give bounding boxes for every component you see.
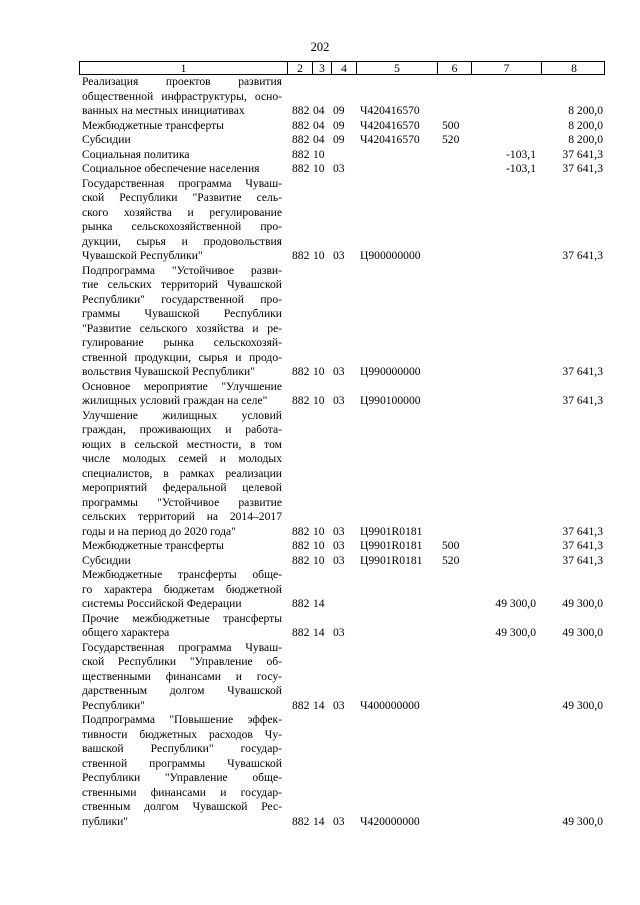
table-row xyxy=(79,148,605,163)
column-header-8: 8 xyxy=(541,62,606,74)
table-row xyxy=(79,119,605,134)
cell-ministry-code: 882 xyxy=(292,626,310,639)
table-row xyxy=(79,612,605,641)
cell-ministry-code: 882 xyxy=(292,698,310,712)
item-name-line: вашской Республики" государ- xyxy=(82,742,282,755)
cell-ministry-code: 882 xyxy=(292,553,310,567)
cell-section: 10 xyxy=(313,249,325,262)
cell-target-article: Ц900000000 xyxy=(360,249,421,262)
item-name-line: общего характера xyxy=(82,626,170,639)
cell-ministry-code: 882 xyxy=(292,365,310,378)
column-header-1: 1 xyxy=(180,62,187,75)
cell-total-amount: 49 300,0 xyxy=(562,626,603,639)
cell-section: 10 xyxy=(313,553,325,567)
item-name-line: системы Российской Федерации xyxy=(82,597,242,610)
cell-change-amount: -103,1 xyxy=(506,147,536,161)
cell-item-name xyxy=(79,612,286,641)
column-header-5: 5 xyxy=(356,62,437,74)
column-header-3: 3 xyxy=(312,62,331,74)
cell-section: 14 xyxy=(313,814,325,828)
cell-total-amount: 37 641,3 xyxy=(562,249,603,262)
item-name-line: щественными финансами и госу- xyxy=(82,669,282,683)
column-header-6: 6 xyxy=(437,62,471,74)
cell-item-name xyxy=(79,713,286,829)
cell-change-amount: 49 300,0 xyxy=(495,597,536,610)
cell-target-article: Ч400000000 xyxy=(360,698,420,712)
item-name-line: числе молодых семей и молодых xyxy=(82,452,282,465)
cell-item-name xyxy=(79,177,286,264)
item-name-line: Республики "Управление обще- xyxy=(82,771,282,784)
item-name-line: Реализация проектов развития xyxy=(82,75,282,88)
cell-section: 10 xyxy=(313,162,325,175)
item-name-line: Межбюджетные трансферты xyxy=(82,539,224,552)
cell-subsection: 09 xyxy=(333,118,345,132)
item-name-line: тивности бюджетных расходов Чу- xyxy=(82,727,282,741)
cell-subsection: 03 xyxy=(333,162,345,175)
cell-ministry-code: 882 xyxy=(292,394,310,407)
item-name-line: тие сельских территорий Чувашской xyxy=(82,278,282,291)
column-header-4: 4 xyxy=(331,62,356,74)
item-name-line: специалистов, в рамках реализации xyxy=(82,466,282,480)
item-name-line: граждан, проживающих и работа- xyxy=(82,423,282,436)
cell-section: 14 xyxy=(313,626,325,639)
cell-target-article: Ч420416570 xyxy=(360,118,420,132)
table-row xyxy=(79,568,605,612)
cell-ministry-code: 882 xyxy=(292,539,310,552)
item-name-line: го характера бюджетам бюджетной xyxy=(82,582,282,596)
cell-section: 04 xyxy=(313,133,325,146)
cell-subsection: 03 xyxy=(333,394,345,407)
item-name-line: вольствия Чувашской Республики" xyxy=(82,365,255,378)
cell-subsection: 03 xyxy=(333,539,345,552)
item-name-line: "Развитие сельского хозяйства и ре- xyxy=(82,321,282,335)
cell-change-amount: 49 300,0 xyxy=(495,626,536,639)
item-name-line: ской Республики "Управление об- xyxy=(82,655,282,668)
cell-total-amount: 37 641,3 xyxy=(562,553,603,567)
budget-table xyxy=(79,61,605,829)
item-name-line: Субсидии xyxy=(82,133,131,146)
cell-subsection: 03 xyxy=(333,553,345,567)
cell-total-amount: 49 300,0 xyxy=(562,597,603,610)
cell-ministry-code: 882 xyxy=(292,104,310,117)
cell-total-amount: 49 300,0 xyxy=(562,698,603,712)
cell-item-name xyxy=(79,148,286,163)
cell-section: 14 xyxy=(313,597,325,610)
item-name-line: Улучшение жилищных условий xyxy=(82,408,282,422)
item-name-line: жилищных условий граждан на селе" xyxy=(82,394,268,407)
cell-item-name xyxy=(79,641,286,714)
column-header-2: 2 xyxy=(287,62,312,74)
item-name-line: дарственным долгом Чувашской xyxy=(82,684,282,697)
cell-total-amount: 8 200,0 xyxy=(568,104,603,117)
item-name-line: Республики" государственной про- xyxy=(82,292,282,306)
cell-expense-type: 520 xyxy=(442,553,460,567)
cell-expense-type: 520 xyxy=(442,133,460,146)
cell-total-amount: 37 641,3 xyxy=(562,524,603,538)
cell-section: 04 xyxy=(313,104,325,117)
item-name-line: общественной инфраструктуры, осно- xyxy=(82,89,282,103)
table-row xyxy=(79,264,605,380)
item-name-line: Государственная программа Чуваш- xyxy=(82,640,282,654)
cell-section: 04 xyxy=(313,118,325,132)
table-row xyxy=(79,539,605,554)
item-name-line: ванных на местных инициативах xyxy=(82,104,245,117)
cell-target-article: Ч420416570 xyxy=(360,133,420,146)
cell-item-name xyxy=(79,264,286,380)
cell-item-name xyxy=(79,119,286,134)
cell-ministry-code: 882 xyxy=(292,162,310,175)
cell-target-article: Ц990000000 xyxy=(360,365,421,378)
cell-item-name xyxy=(79,75,286,119)
item-name-line: Республики" xyxy=(82,698,145,712)
table-row xyxy=(79,75,605,119)
cell-ministry-code: 882 xyxy=(292,133,310,146)
item-name-line: граммы Чувашской Республики xyxy=(82,307,282,320)
cell-item-name xyxy=(79,539,286,554)
cell-target-article: Ц9901R0181 xyxy=(360,553,423,567)
cell-target-article: Ч420416570 xyxy=(360,104,420,117)
table-body xyxy=(79,75,605,829)
cell-subsection: 09 xyxy=(333,133,345,146)
cell-section: 10 xyxy=(313,365,325,378)
item-name-line: ственным долгом Чувашской Рес- xyxy=(82,800,282,813)
item-name-line: Социальная политика xyxy=(82,147,190,161)
cell-subsection: 09 xyxy=(333,104,345,117)
table-row xyxy=(79,177,605,264)
item-name-line: годы и на период до 2020 года" xyxy=(82,524,236,538)
cell-item-name xyxy=(79,554,286,569)
cell-total-amount: 37 641,3 xyxy=(562,162,603,175)
table-row xyxy=(79,554,605,569)
cell-section: 10 xyxy=(313,147,325,161)
cell-subsection: 03 xyxy=(333,524,345,538)
item-name-line: Субсидии xyxy=(82,553,131,567)
cell-subsection: 03 xyxy=(333,249,345,262)
cell-total-amount: 37 641,3 xyxy=(562,365,603,378)
cell-total-amount: 37 641,3 xyxy=(562,539,603,552)
item-name-line: ственной программы Чувашской xyxy=(82,756,282,770)
cell-subsection: 03 xyxy=(333,626,345,639)
item-name-line: Прочие межбюджетные трансферты xyxy=(82,611,282,625)
cell-total-amount: 37 641,3 xyxy=(562,394,603,407)
table-row xyxy=(79,713,605,829)
item-name-line: публики" xyxy=(82,814,129,828)
cell-target-article: Ц990100000 xyxy=(360,394,421,407)
item-name-line: рынка сельскохозяйственной про- xyxy=(82,220,282,233)
table-row xyxy=(79,380,605,409)
item-name-line: ственными финансами и государ- xyxy=(82,785,282,799)
cell-ministry-code: 882 xyxy=(292,814,310,828)
item-name-line: ющих в сельской местности, в том xyxy=(82,437,282,451)
item-name-line: сельских территорий на 2014–2017 xyxy=(82,510,282,523)
cell-total-amount: 37 641,3 xyxy=(562,147,603,161)
cell-item-name xyxy=(79,380,286,409)
cell-total-amount: 8 200,0 xyxy=(568,118,603,132)
item-name-line: Подпрограмма "Устойчивое разви- xyxy=(82,263,282,277)
cell-expense-type: 500 xyxy=(442,539,460,552)
cell-total-amount: 49 300,0 xyxy=(562,814,603,828)
item-name-line: Государственная программа Чуваш- xyxy=(82,176,282,190)
cell-section: 10 xyxy=(313,524,325,538)
item-name-line: дукции, сырья и продовольствия xyxy=(82,234,282,248)
cell-target-article: Ц9901R0181 xyxy=(360,539,423,552)
item-name-line: ского хозяйства и регулирование xyxy=(82,205,282,219)
cell-subsection: 03 xyxy=(333,365,345,378)
cell-ministry-code: 882 xyxy=(292,118,310,132)
table-row xyxy=(79,162,605,177)
cell-subsection: 03 xyxy=(333,698,345,712)
item-name-line: Чувашской Республики" xyxy=(82,249,203,262)
column-header-7: 7 xyxy=(471,62,541,74)
item-name-line: Основное мероприятие "Улучшение xyxy=(82,379,282,393)
item-name-line: гулирование рынка сельскохозяй- xyxy=(82,336,282,349)
cell-target-article: Ц9901R0181 xyxy=(360,524,423,538)
item-name-line: мероприятий федеральной целевой xyxy=(82,481,282,494)
cell-item-name xyxy=(79,162,286,177)
cell-expense-type: 500 xyxy=(442,118,460,132)
cell-ministry-code: 882 xyxy=(292,597,310,610)
table-header-row xyxy=(79,61,605,75)
item-name-line: Межбюджетные трансферты xyxy=(82,118,224,132)
cell-change-amount: -103,1 xyxy=(506,162,536,175)
cell-subsection: 03 xyxy=(333,814,345,828)
cell-section: 10 xyxy=(313,394,325,407)
cell-item-name xyxy=(79,568,286,612)
page-number: 202 xyxy=(310,40,330,54)
table-row xyxy=(79,409,605,540)
cell-ministry-code: 882 xyxy=(292,249,310,262)
table-row xyxy=(79,641,605,714)
item-name-line: Межбюджетные трансферты обще- xyxy=(82,568,282,581)
item-name-line: Подпрограмма "Повышение эффек- xyxy=(82,713,282,726)
item-name-line: программы "Устойчивое развитие xyxy=(82,495,282,509)
cell-item-name xyxy=(79,133,286,148)
cell-ministry-code: 882 xyxy=(292,147,310,161)
cell-section: 10 xyxy=(313,539,325,552)
cell-item-name xyxy=(79,409,286,540)
cell-total-amount: 8 200,0 xyxy=(568,133,603,146)
item-name-line: ской Республики "Развитие сель- xyxy=(82,191,282,204)
item-name-line: Социальное обеспечение населения xyxy=(82,162,260,175)
cell-target-article: Ч420000000 xyxy=(360,814,420,828)
table-row xyxy=(79,133,605,148)
item-name-line: ственной продукции, сырья и продо- xyxy=(82,350,282,364)
cell-section: 14 xyxy=(313,698,325,712)
cell-ministry-code: 882 xyxy=(292,524,310,538)
